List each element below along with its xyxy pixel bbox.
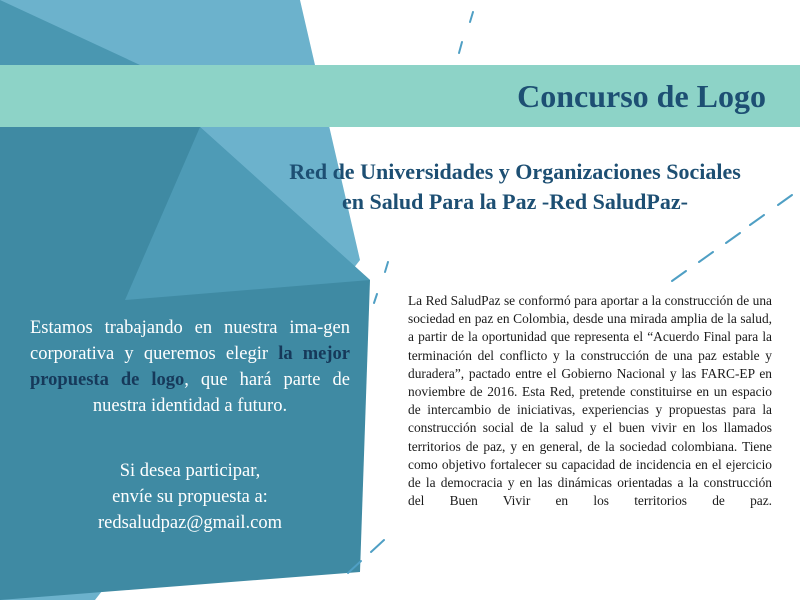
description-paragraph: La Red SaludPaz se conformó para aportar a la construcción de una sociedad en paz en Colombia, desde una mirada amplia de la salud, a partir de la oportunidad que representa el “Acuerdo Final para la terminación del conflicto y la construcción de una paz estable y duradera”, pactado entre el Gobierno Nacional y las FARC-EP en noviembre de 2016. Esta Red, pretende constituirse en un espacio de intercambio de iniciativas, experiencias y propuestas para la construcción social de la salud y el buen vivir en los llamados territorios de paz, y en general, de la sociedad colombiana. Tiene como objetivo fortalecer su capacidad de incidencia en el ejercicio de la democracia y en las dinámicas orientadas a la construcción del Buen Vivir en los territorios de paz. [408,293,772,509]
network-subtitle [250,157,780,217]
invitation-text [30,315,350,419]
contact-block [30,458,350,536]
subtitle-line-2: en Salud Para la Paz -Red SaludPaz- [342,189,688,214]
contact-email[interactable]: redsaludpaz@gmail.com [98,513,282,533]
invitation-outro: , que hará parte de nuestra identidad a futuro. [92,370,350,416]
subtitle-line-1: Red de Universidades y Organizaciones Sociales [289,159,741,184]
contact-line-2: envíe su propuesta a: [112,487,268,507]
invitation-intro: Estamos trabajando en nuestra ima-gen corporativa y queremos elegir [30,318,350,364]
contact-line-1: Si desea participar, [119,461,261,481]
title-banner [0,65,800,127]
invitation-highlight: la mejor propuesta de logo [30,344,350,390]
page-title: Concurso de Logo [517,78,766,114]
